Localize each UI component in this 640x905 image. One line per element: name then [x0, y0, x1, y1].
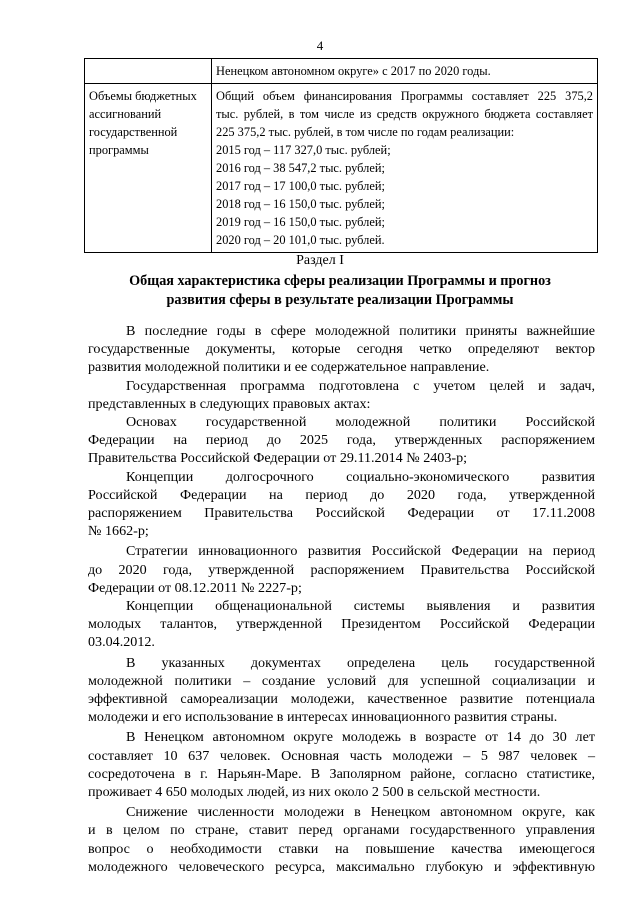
paragraph [88, 654, 595, 727]
label-line: государственной [89, 125, 178, 139]
label-line: программы [89, 143, 149, 157]
section-label: Раздел I [296, 253, 344, 268]
table-cell-label [85, 84, 212, 253]
text-line: Российской Федерации на период до 2020 года, утвержденной [88, 486, 595, 503]
text-line: молодежи и его использование в интересах инновационного развития страны. [88, 709, 558, 726]
cell-text-line: Общий объем финансирования Программы составляет 225 375,2 [216, 89, 593, 103]
text-line: Правительства Российской Федерации от 29.11.2014 № 2403-р; [88, 450, 468, 467]
paragraph [88, 322, 595, 377]
paragraph [88, 803, 595, 876]
budget-year-line: 2020 год – 20 101,0 тыс. рублей. [216, 233, 385, 247]
budget-year-line: 2016 год – 38 547,2 тыс. рублей; [216, 161, 385, 175]
paragraph [88, 542, 595, 597]
section-title-line: развития сферы в результате реализации Программы [166, 292, 514, 308]
text-line: Концепции общенациональной системы выявления и развития [126, 598, 595, 615]
table-row [85, 59, 598, 84]
text-line: развития молодежной политики и ее содержательное направление. [88, 359, 490, 376]
text-line: Снижение численности молодежи в Ненецком автономном округе, как [126, 804, 595, 821]
section-title [100, 272, 580, 310]
text-line: проживает 4 650 молодых людей, из них около 2 500 в сельской местности. [88, 784, 541, 801]
text-line: вопрос о необходимости ставки на повышение качества имеющегося [88, 840, 595, 857]
text-line: Основах государственной молодежной политики Российской [126, 414, 595, 431]
text-line: молодежного человеческого ресурса, максимально глубокую и эффективную [88, 858, 595, 875]
cell-text-line: 225 375,2 тыс. рублей, в том числе по годам реализации: [216, 125, 515, 139]
paragraph [88, 468, 595, 541]
label-line: ассигнований [89, 107, 162, 121]
budget-year-line: 2019 год – 16 150,0 тыс. рублей; [216, 215, 385, 229]
budget-year-line: 2015 год – 117 327,0 тыс. рублей; [216, 143, 391, 157]
text-line: государственные документы, которые сегодня четко определяют вектор [88, 341, 595, 358]
paragraph [88, 597, 595, 652]
paragraph [88, 728, 595, 801]
text-line: молодежной политики – создание условий для успешной социализации и [88, 672, 595, 689]
text-line: В последние годы в сфере молодежной политики приняты важнейшие [126, 323, 595, 339]
table-cell-value [212, 84, 598, 253]
table-row [85, 84, 598, 253]
text-line: Государственная программа подготовлена с учетом целей и задач, [126, 377, 595, 394]
text-line: В Ненецком автономном округе молодежь в возрасте от 14 до 30 лет [126, 729, 595, 746]
text-line: Стратегии инновационного развития Российской Федерации на период [126, 543, 595, 560]
text-line: и в целом по стране, ставит перед органами государственного управления [88, 822, 595, 839]
cell-text-line: тыс. рублей, в том числе из средств окружного бюджета составляет [216, 107, 593, 121]
text-line: Федерации на период до 2025 года, утвержденных распоряжением [88, 432, 595, 449]
text-line: Концепции долгосрочного социально-экономического развития [126, 468, 595, 485]
budget-year-line: 2017 год – 17 100,0 тыс. рублей; [216, 179, 385, 193]
table-cell-label [85, 59, 212, 84]
cell-text-line: Ненецком автономном округе» с 2017 по 2020 годы. [216, 64, 491, 78]
text-line: № 1662-р; [88, 523, 149, 540]
page-number: 4 [316, 38, 324, 53]
paragraph [88, 413, 595, 468]
text-line: распоряжением Правительства Российской Федерации от 17.11.2008 [88, 505, 595, 522]
text-line: молодых талантов, утвержденной Президентом Российской Федерации [88, 616, 595, 633]
budget-year-line: 2018 год – 16 150,0 тыс. рублей; [216, 197, 385, 211]
body-text [88, 322, 595, 876]
table-cell-value [212, 59, 598, 84]
text-line: 03.04.2012. [88, 634, 155, 651]
label-line: Объемы бюджетных [89, 89, 197, 103]
text-line: представленных в следующих правовых актах: [88, 395, 371, 412]
text-line: Федерации от 08.12.2011 № 2227-р; [88, 579, 302, 596]
text-line: эффективной самореализации молодежи, качественное развитие потенциала [88, 691, 595, 708]
program-passport-table [84, 58, 598, 253]
text-line: В указанных документах определена цель государственной [126, 654, 595, 671]
text-line: до 2020 года, утвержденной распоряжением Правительства Российской [88, 561, 595, 578]
section-title-line: Общая характеристика сферы реализации Программы и прогноз [129, 273, 551, 289]
text-line: составляет 10 637 человек. Основная часть молодежи – 5 987 человек – [88, 747, 595, 764]
paragraph [88, 377, 595, 413]
text-line: сосредоточена в г. Нарьян-Маре. В Заполярном районе, согласно статистике, [88, 765, 595, 782]
